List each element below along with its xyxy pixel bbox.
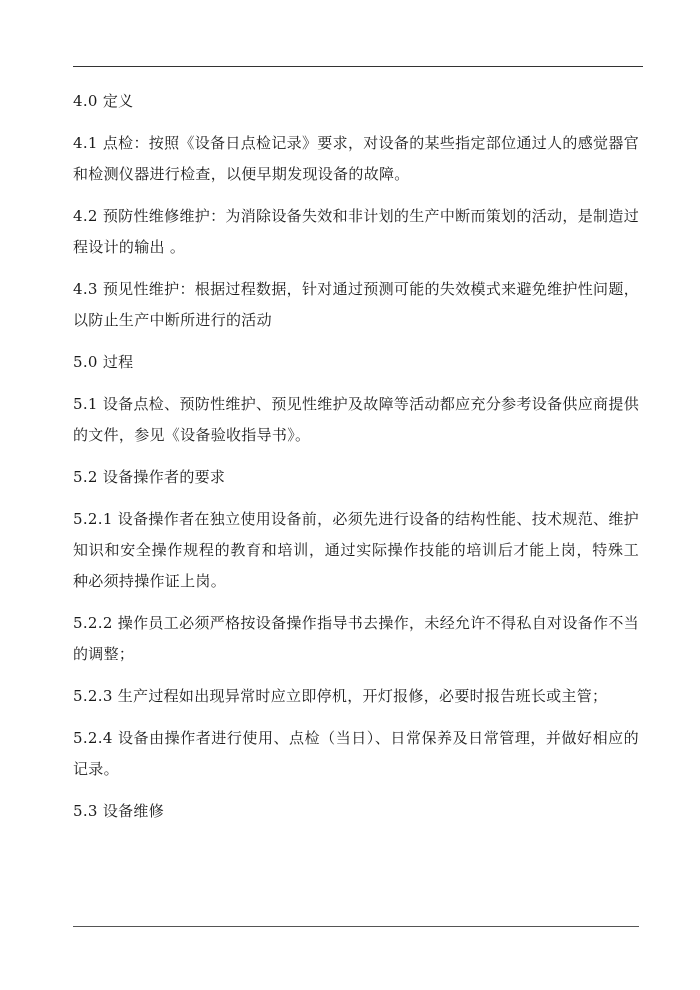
paragraph-5-2-3: 5.2.3 生产过程如出现异常时应立即停机，开灯报修，必要时报告班长或主管；: [73, 687, 608, 705]
section-heading-operator-requirements: 5.2 设备操作者的要求: [73, 468, 226, 486]
document-body: [73, 86, 639, 838]
paragraph-5-2-1: 5.2.1 设备操作者在独立使用设备前，必须先进行设备的结构性能、技术规范、维护知识和安全操作规程的教育和培训，通过实际操作技能的培训后才能上岗，特殊工种必须持操作证上岗。: [73, 510, 639, 590]
paragraph-4-2: 4.2 预防性维修维护：为消除设备失效和非计划的生产中断而策划的活动，是制造过程设计的输出 。: [73, 207, 639, 256]
paragraph-5-1: 5.1 设备点检、预防性维护、预见性维护及故障等活动都应充分参考设备供应商提供的文件，参见《设备验收指导书》。: [73, 395, 639, 444]
paragraph-5-2-2: 5.2.2 操作员工必须严格按设备操作指导书去操作，未经允许不得私自对设备作不当的调整；: [73, 614, 639, 663]
section-heading-definitions: 4.0 定义: [73, 92, 134, 110]
section-heading-maintenance: 5.3 设备维修: [73, 802, 165, 820]
footer-rule: [73, 926, 639, 927]
paragraph-4-1: 4.1 点检：按照《设备日点检记录》要求，对设备的某些指定部位通过人的感觉器官和检测仪器进行检查，以便早期发现设备的故障。: [73, 134, 639, 183]
header-rule: [73, 66, 643, 67]
paragraph-5-2-4: 5.2.4 设备由操作者进行使用、点检（当日）、日常保养及日常管理，并做好相应的记录。: [73, 729, 639, 778]
section-heading-process: 5.0 过程: [73, 353, 134, 371]
paragraph-4-3: 4.3 预见性维护：根据过程数据，针对通过预测可能的失效模式来避免维护性问题，以防止生产中断所进行的活动: [73, 280, 639, 329]
